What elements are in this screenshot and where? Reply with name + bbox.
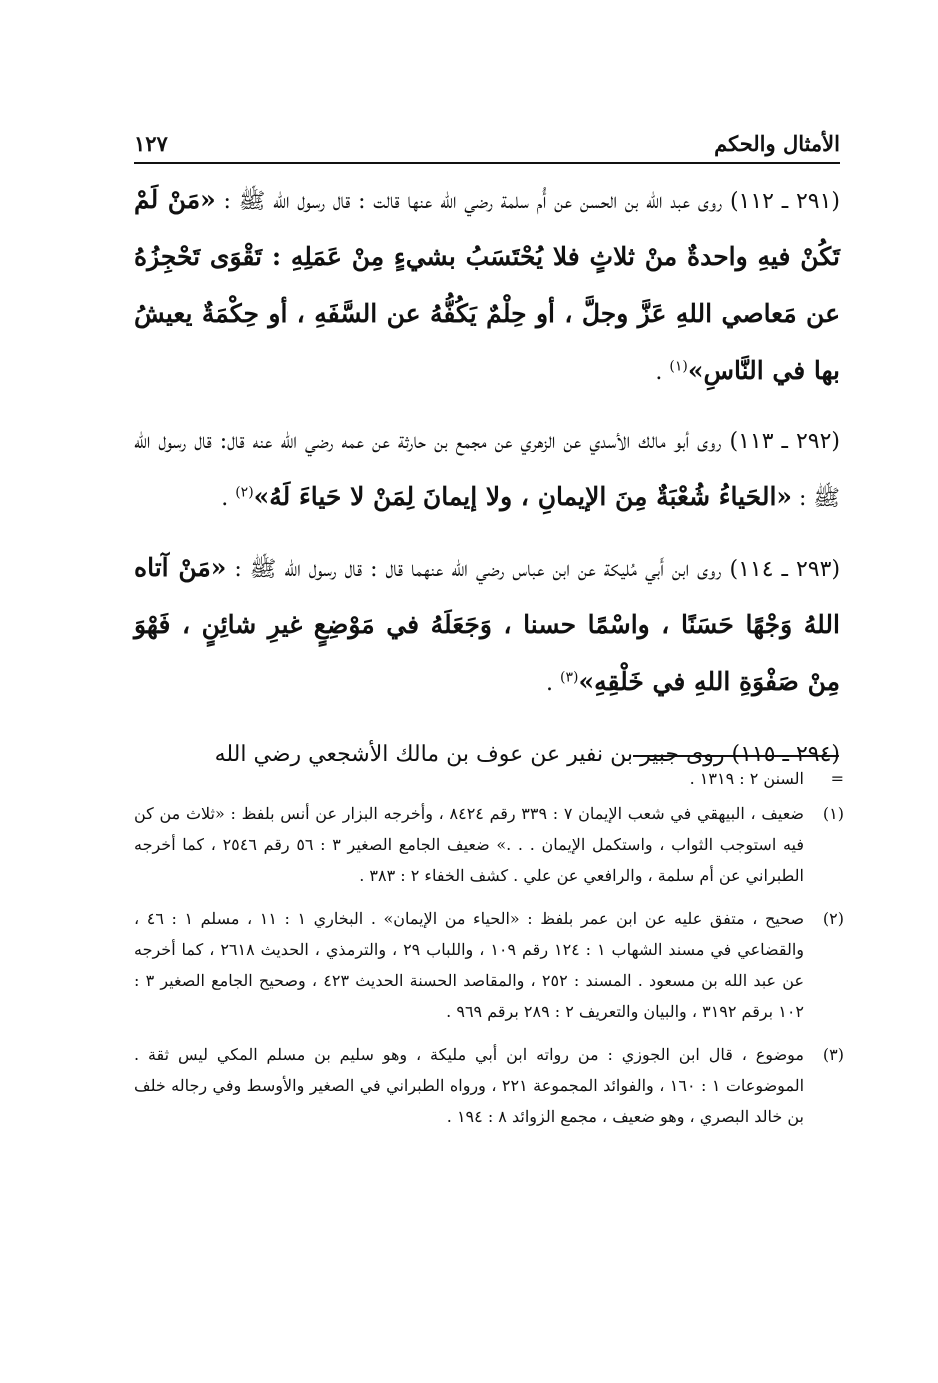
footnote-ref: (٣) (559, 669, 579, 686)
narration-intro: روى أبو مالك الأسدي عن الزهري عن مجمع بن حارثة عن عمه رضي الله عنه قال: قال رسول الله ﷺ : (134, 429, 840, 511)
footnote-divider (633, 755, 839, 757)
narration-intro: روى ابن أَبي مُليكة عن ابن عباس رضي الله عنهما قال : قال رسول الله ﷺ : (234, 557, 722, 582)
hadith-number: (٢٩٢ ـ ١١٣) (729, 429, 841, 454)
footnote-ref: (٢) (235, 484, 254, 501)
hadith-text: «الحَياءُ شُعْبَةٌ مِنَ الإيمانِ ، ولا إيمانَ لِمَنْ لا حَياءَ لَهُ» (253, 482, 793, 511)
footnote-mark: (٣) (822, 1045, 844, 1064)
paragraph-tail: . (655, 360, 663, 385)
footnote (134, 798, 844, 891)
hadith-paragraph (134, 540, 840, 711)
hadith-paragraph (134, 414, 840, 526)
footnote-text: موضوع ، قال ابن الجوزي : من رواته ابن أبي مليكة ، وهو سليم بن مسلم المكي ليس ثقة . الموضوعات ١ : ١٦٠ ، والفوائد المجموعة ٢٢١ ، ورواه الطبراني في الصغير والأوسط وفي رجاله خلف بن خالد البصري ، وهو ضعيف ، مجمع الزوائد ٨ : ١٩٤ . (134, 1045, 805, 1126)
page-number: ١٢٧ (134, 131, 168, 156)
narration-intro: روى عبد الله بن الحسن عن أُم سلمة رضي الله عنها قالت : قال رسول الله ﷺ : (223, 189, 723, 214)
footnotes (134, 763, 844, 1144)
footnote (134, 1039, 844, 1132)
page-header (134, 118, 840, 164)
footnote-ref: (١) (669, 358, 688, 375)
hadith-number: (٢٩٤ ـ ١١٥) (731, 742, 840, 767)
hadith-number: (٢٩٣ ـ ١١٤) (729, 557, 841, 582)
footnote-text: ضعيف ، البيهقي في شعب الإيمان ٧ : ٣٣٩ رقم ٨٤٢٤ ، وأخرجه البزار عن أنس بلفظ : «ثلاث من كن فيه استوجب الثواب ، واستكمل الإيمان . . .» ضعيف الجامع الصغير ٣ : ٥٦ رقم ٢٥٤٦ ، كما أخرجه الطبراني عن أم سلمة ، والرافعي عن علي . كشف الخفاء ٢ : ٣٨٣ . (134, 804, 805, 885)
paragraph-tail: . (221, 486, 229, 511)
hadith-number: (٢٩١ ـ ١١٢) (729, 189, 840, 214)
hadith-text: «مَنْ لَمْ تَكُنْ فيهِ واحدةٌ منْ ثلاثٍ فلا يُحْتَسَبُ بشيءٍ مِنْ عَمَلِهِ : تَقْوَى تَحْجِزُهُ عن مَعاصي اللهِ عَزَّ وجلَّ ، أو حِلْمٌ يَكُفُّهُ عن السَّفَهِ ، أو حِكْمَةٌ يعيشُ بها في النَّاسِ» (134, 185, 840, 385)
main-text (134, 172, 840, 796)
narration-intro: روى جبير بن نفير عن عوف بن مالك الأشجعي رضي الله (214, 742, 725, 767)
running-title: الأمثال والحكم (714, 131, 840, 156)
footnote-text: صحيح ، متفق عليه عن ابن عمر بلفظ : «الحياء من الإيمان» . البخاري ١ : ١١ ، مسلم ١ : ٤٦ ، والقضاعي في مسند الشهاب ١ : ١٢٤ رقم ١٠٩ ، واللباب ٢٩ ، والترمذي ، الحديث ٢٦١٨ ، كما أخرجه عن عبد الله بن مسعود . المسند : ٢٥٢ ، والمقاصد الحسنة الحديث ٤٢٣ ، وصحيح الجامع الصغير ٣ : ١٠٢ برقم ٣١٩٢ ، والبيان والتعريف ٢ : ٢٨٩ برقم ٩٦٩ . (134, 909, 805, 1021)
footnote-mark: (٢) (822, 909, 844, 928)
continuation-mark: = (830, 769, 844, 788)
hadith-paragraph (134, 172, 840, 400)
footnote-continuation (134, 763, 844, 794)
footnote (134, 903, 844, 1027)
paragraph-tail: . (545, 671, 553, 696)
hadith-text: «مَنْ آتاه اللهُ وَجْهًا حَسَنًا ، واسْمًا حسنا ، وَجَعَلَهُ في مَوْضِعٍ غيرِ شائِنٍ ، فَهْوَ مِنْ صَفْوَةِ اللهِ في خَلْقِهِ» (134, 553, 840, 696)
footnote-text: السنن ٢ : ١٣١٩ . (689, 769, 804, 788)
footnote-mark: (١) (822, 804, 844, 823)
